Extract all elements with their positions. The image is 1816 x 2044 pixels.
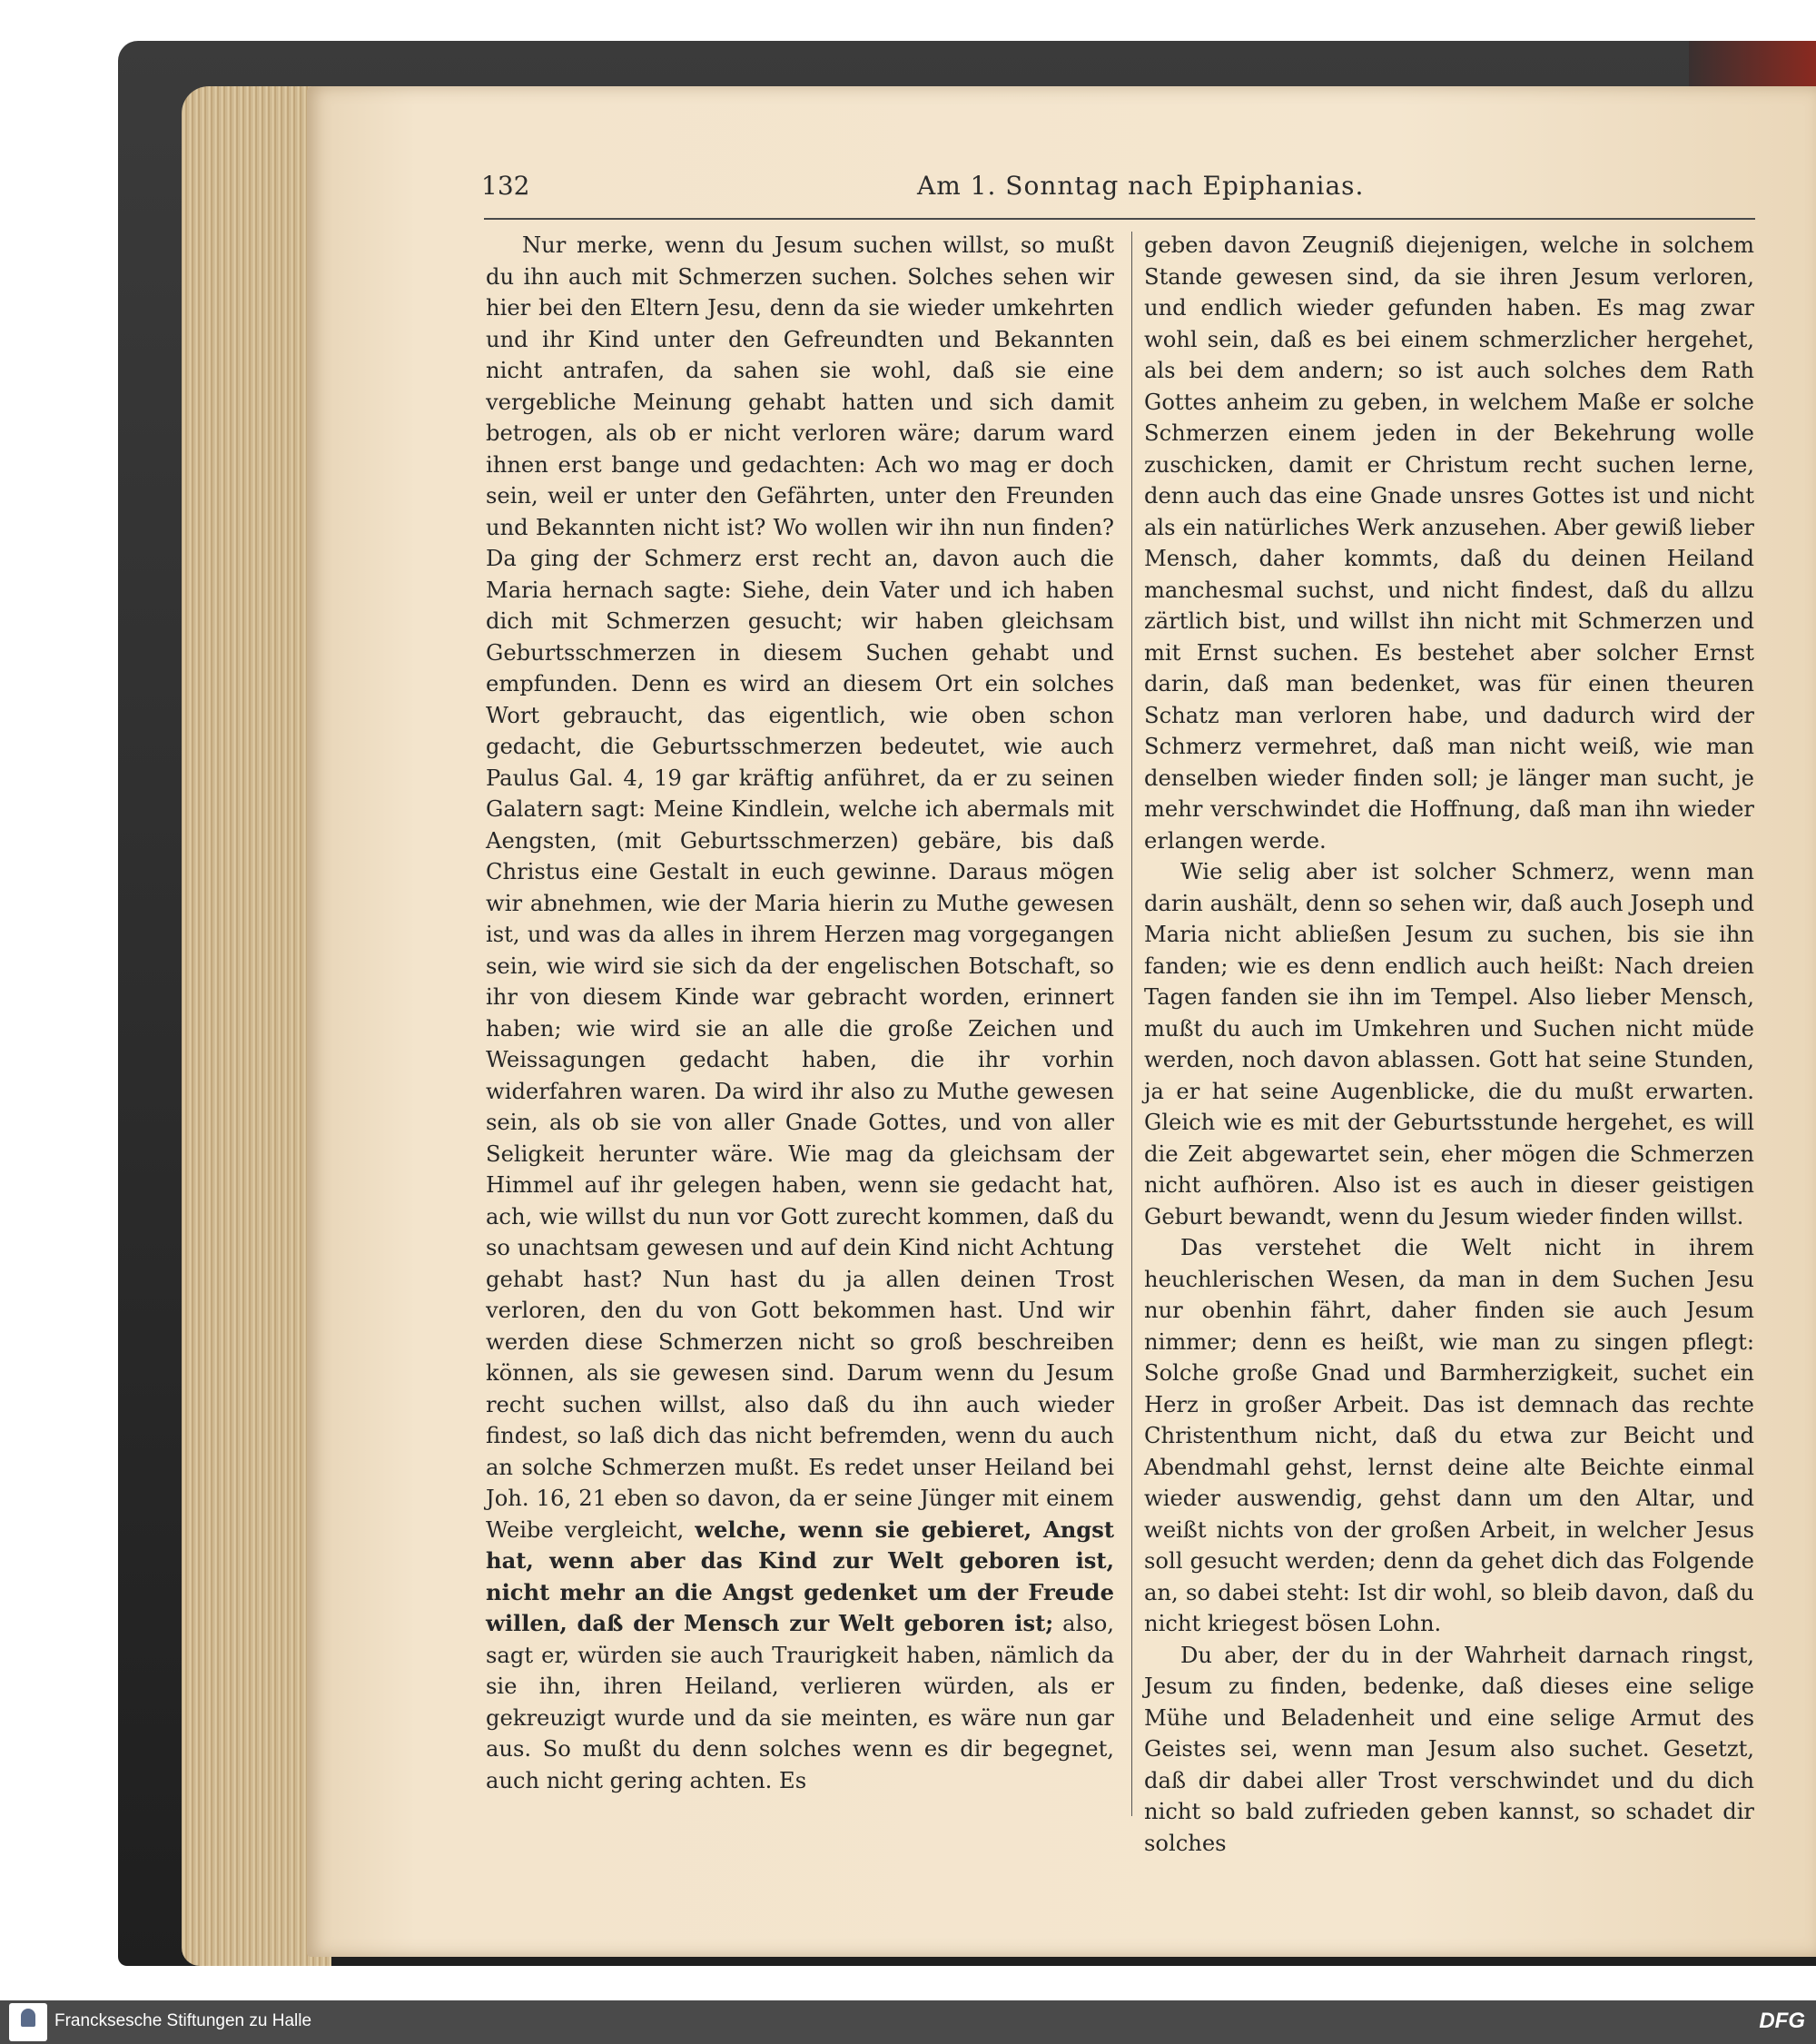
left-paragraph <box>486 230 1114 1796</box>
header-rule <box>484 218 1755 220</box>
right-paragraph-2: Wie selig aber ist solcher Schmerz, wenn man darin aushält, denn so sehen wir, daß auch Joseph und Maria nicht abließen Jesum zu suchen, bis sie ihn fanden; wie es denn endlich auch heißt: Nach dreien Tagen fanden sie ihn im Tempel. Also lieber Mensch, mußt du auch im Umkehren und Suchen nicht müde werden, noch davon ablassen. Gott hat seine Stunden, ja er hat seine Augenblicke, die du mußt erwarten. Gleich wie es mit der Geburtsstunde hergehet, es will die Zeit abgewartet sein, eher mögen die Schmerzen nicht aufhören. Also ist es auch in dieser geistigen Geburt bewandt, wenn du Jesum wieder finden willst. <box>1144 859 1754 1229</box>
left-text-end: also, sagt er, würden sie auch Traurigkeit haben, nämlich da sie ihn, ihren Heiland, verlieren würden, als er gekreuzigt wurde und da sie meinten, es wäre nun gar aus. So mußt du denn solches wenn es dir begegnet, auch nicht gering achten. Es <box>486 1611 1114 1793</box>
left-bold-quote: welche, wenn sie gebieret, Angst hat, wenn aber das Kind zur Welt geboren ist, nicht mehr an die Angst gedenket um der Freude willen, daß der Mensch zur Welt geboren ist; <box>486 1516 1115 1636</box>
viewer-footer <box>0 2000 1816 2044</box>
column-divider <box>1131 232 1132 1816</box>
institution-logo-icon[interactable] <box>9 2003 47 2041</box>
right-paragraph-4: Du aber, der du in der Wahrheit darnach ringst, Jesum zu finden, bedenke, daß dieses eine selige Mühe und Beladenheit und eine selige Armut des Geistes sei, wenn man Jesum also suchet. Gesetzt, daß dir dabei aller Trost verschwindet und du dich nicht so bald zufrieden geben kannst, so schadet dir solches <box>1144 1642 1754 1856</box>
right-paragraph-3: Das verstehet die Welt nicht in ihrem heuchlerischen Wesen, da man in dem Suchen Jesu nur obenhin fährt, daher finden sie auch Jesum nimmer; denn es heißt, wie man zu singen pflegt: Solche große Gnad und Barmherzigkeit, suchet ein Herz in großer Arbeit. Das ist demnach das rechte Christenthum nicht, daß du etwa zur Beicht und Abendmahl gehst, lernst deine alte Beichte einmal wieder auswendig, gehst dann um den Altar, und weißt nichts von der großen Arbeit, in welcher Jesus soll gesucht werden; denn da gehet dich das Folgende an, so dabei steht: Ist dir wohl, so bleib davon, daß du nicht kriegest bösen Lohn. <box>1144 1235 1754 1636</box>
right-paragraph-1: geben davon Zeugniß diejenigen, welche in solchem Stande gewesen sind, da sie ihren Jesum verloren, und endlich wieder gefunden haben. Es mag zwar wohl sein, daß es bei einem schmerzlicher hergehet, als bei dem andern; so ist auch solches dem Rath Gottes anheim zu geben, in welchem Maße er solche Schmerzen einem jeden in der Bekehrung wolle zuschicken, damit er Christum recht suchen lerne, denn auch das eine Gnade unsres Gottes ist und nicht als ein natürliches Werk anzusehen. Aber gewiß lieber Mensch, daher kommts, daß du deinen Heiland manchesmal suchst, und nicht findest, daß du allzu zärtlich bist, und willst ihn nicht mit Schmerzen und mit Ernst suchen. Es bestehet aber solcher Ernst darin, daß man bedenket, was für einen theuren Schatz man verloren habe, und dadurch wird der Schmerz vermehret, daß man nicht weiß, wie man denselben wieder finden soll; je länger man sucht, je mehr verschwindet die Hoffnung, daß man ihn wieder erlangen werde. <box>1144 232 1754 854</box>
institution-name[interactable]: Francksesche Stiftungen zu Halle <box>54 2011 312 2030</box>
logo-figure <box>21 2009 35 2027</box>
left-column <box>486 230 1114 1796</box>
page-number: 132 <box>481 171 530 201</box>
running-head: Am 1. Sonntag nach Epiphanias. <box>917 171 1365 201</box>
dfg-logo[interactable]: DFG <box>1759 2009 1805 2033</box>
right-column <box>1144 230 1754 1859</box>
left-text: Nur merke, wenn du Jesum suchen willst, so mußt du ihn auch mit Schmerzen suchen. Solches sehen wir hier bei den Eltern Jesu, denn da sie wieder umkehrten und ihr Kind unter den Gefreundten und Bekannten nicht antrafen, da sahen sie wohl, daß sie eine vergebliche Meinung gehabt hatten und sich damit betrogen, als ob er nicht verloren wäre; darum ward ihnen erst bange und gedachten: Ach wo mag er doch sein, weil er unter den Gefährten, unter den Freunden und Bekannten nicht ist? Wo wollen wir ihn nun finden? Da ging der Schmerz erst recht an, davon auch die Maria hernach sagte: Siehe, dein Vater und ich haben dich mit Schmerzen gesucht; wir haben gleichsam Geburtsschmerzen in diesem Suchen gehabt und empfunden. Denn es wird an diesem Ort ein solches Wort gebraucht, das eigentlich, wie oben schon gedacht, die Geburtsschmerzen bedeutet, wie auch Paulus Gal. 4, 19 gar kräftig anführet, da er zu seinen Galatern sagt: Meine Kindlein, welche ich abermals mit Aengsten, (mit Geburtsschmerzen) gebäre, bis daß Christus eine Gestalt in euch gewinne. Daraus mögen wir abnehmen, wie der Maria hierin zu Muthe gewesen ist, und was da alles in ihrem Herzen mag vorgegangen sein, wie wird sie sich da der engelischen Botschaft, so ihr von diesem Kinde war gebracht worden, erinnert haben; wie wird sie an alle die große Zeichen und Weissagungen gedacht haben, die ihr vorhin widerfahren waren. Da wird ihr also zu Muthe gewesen sein, als ob sie von aller Gnade Gottes, und von aller Seligkeit herunter wäre. Wie mag da gleichsam der Himmel auf ihr gelegen haben, wenn sie gedacht hat, ach, wie willst du nun vor Gott zurecht kommen, daß du so unachtsam gewesen und auf dein Kind nicht Achtung gehabt hast? Nun hast du ja allen deinen Trost verloren, den du von Gott bekommen hast. Und wir werden diese Schmerzen nicht so groß beschreiben können, als sie gewesen sind. Darum wenn du Jesum recht suchen willst, also daß du ihn auch wieder findest, so laß dich das nicht befremden, wenn du auch an solche Schmerzen mußt. Es redet unser Heiland bei Joh. 16, 21 eben so davon, da er seine Jünger mit einem Weibe vergleicht, <box>486 232 1114 1543</box>
